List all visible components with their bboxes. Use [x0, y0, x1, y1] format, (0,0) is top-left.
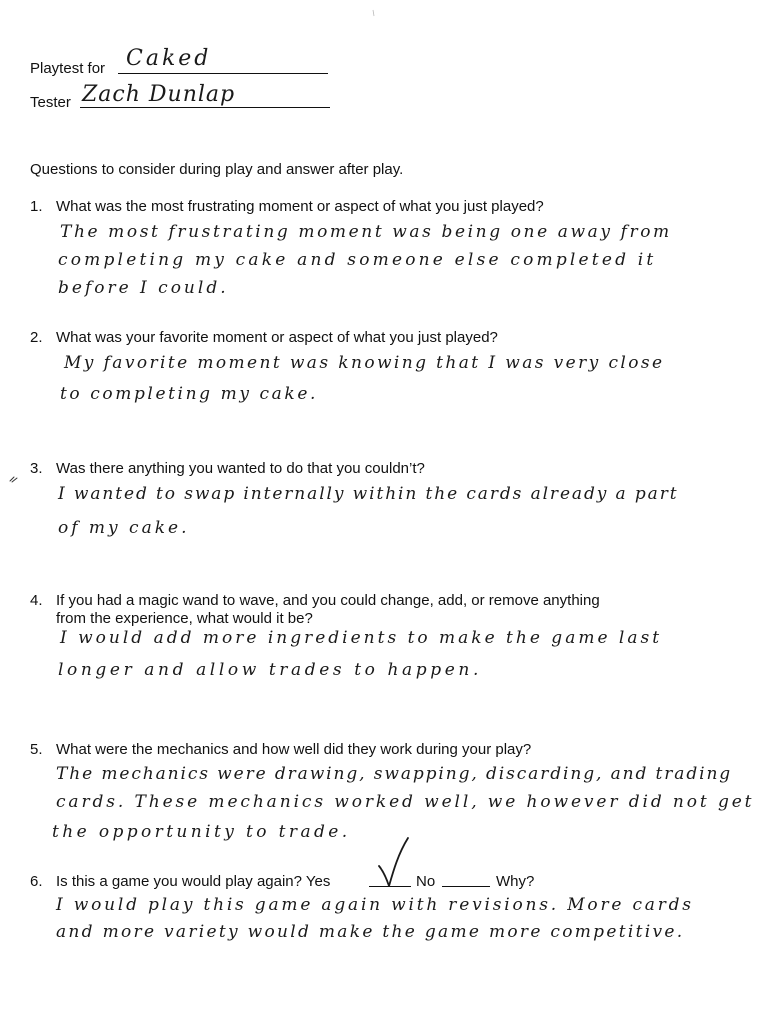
answer-1-line-2: completing my cake and someone else completed it	[58, 250, 657, 270]
why-label: Why?	[496, 873, 535, 890]
question-4	[30, 592, 600, 609]
answer-5-line-3: the opportunity to trade.	[52, 822, 351, 842]
no-label: No	[416, 873, 436, 890]
question-2-text: What was your favorite moment or aspect of what you just played?	[56, 329, 498, 346]
answer-2-line-2: to completing my cake.	[60, 384, 318, 404]
question-3-text: Was there anything you wanted to do that you couldn’t?	[56, 460, 425, 477]
answer-4-line-2: longer and allow trades to happen.	[58, 660, 482, 680]
question-1-text: What was the most frustrating moment or aspect of what you just played?	[56, 198, 544, 215]
playtest-for-value: Caked	[126, 46, 212, 71]
answer-4-line-1: I would add more ingredients to make the game last	[60, 628, 663, 648]
question-3	[30, 460, 425, 477]
answer-1-line-1: The most frustrating moment was being one away from	[60, 222, 672, 242]
answer-6-line-1: I would play this game again with revisions. More cards	[56, 895, 694, 915]
question-5	[30, 741, 531, 758]
question-4-number: 4.	[30, 592, 43, 609]
question-1	[30, 198, 544, 215]
question-4-text-line-1: If you had a magic wand to wave, and you could change, add, or remove anything	[56, 592, 600, 609]
answer-5-line-2: cards. These mechanics worked well, we however did not get	[56, 792, 755, 812]
playtest-for-underline	[118, 73, 328, 74]
stray-pen-mark-icon	[8, 474, 20, 484]
question-6-number: 6.	[30, 873, 43, 890]
question-2-number: 2.	[30, 329, 43, 346]
playtest-for-label: Playtest for	[30, 60, 106, 77]
answer-3-line-2: of my cake.	[58, 518, 190, 538]
yes-checkmark-icon	[376, 836, 412, 890]
answer-3-line-1: I wanted to swap internally within the cards already a part	[58, 484, 679, 504]
question-6-text: Is this a game you would play again? Yes	[56, 873, 331, 890]
answer-1-line-3: before I could.	[58, 278, 229, 298]
question-5-number: 5.	[30, 741, 43, 758]
instructions-text: Questions to consider during play and answer after play.	[30, 161, 404, 178]
no-answer-line	[442, 886, 490, 887]
tester-value: Zach Dunlap	[82, 82, 236, 107]
answer-6-line-2: and more variety would make the game more competitive.	[56, 922, 685, 942]
answer-2-line-1: My favorite moment was knowing that I was very close	[64, 353, 665, 373]
answer-5-line-1: The mechanics were drawing, swapping, discarding, and trading	[56, 764, 733, 784]
question-3-number: 3.	[30, 460, 43, 477]
question-1-number: 1.	[30, 198, 43, 215]
question-5-text: What were the mechanics and how well did they work during your play?	[56, 741, 532, 758]
stray-dot-icon	[370, 8, 378, 18]
question-6	[30, 873, 330, 890]
tester-label: Tester	[30, 94, 71, 111]
question-2	[30, 329, 498, 346]
question-4-text-line-2: from the experience, what would it be?	[56, 610, 313, 627]
tester-underline	[80, 107, 330, 108]
